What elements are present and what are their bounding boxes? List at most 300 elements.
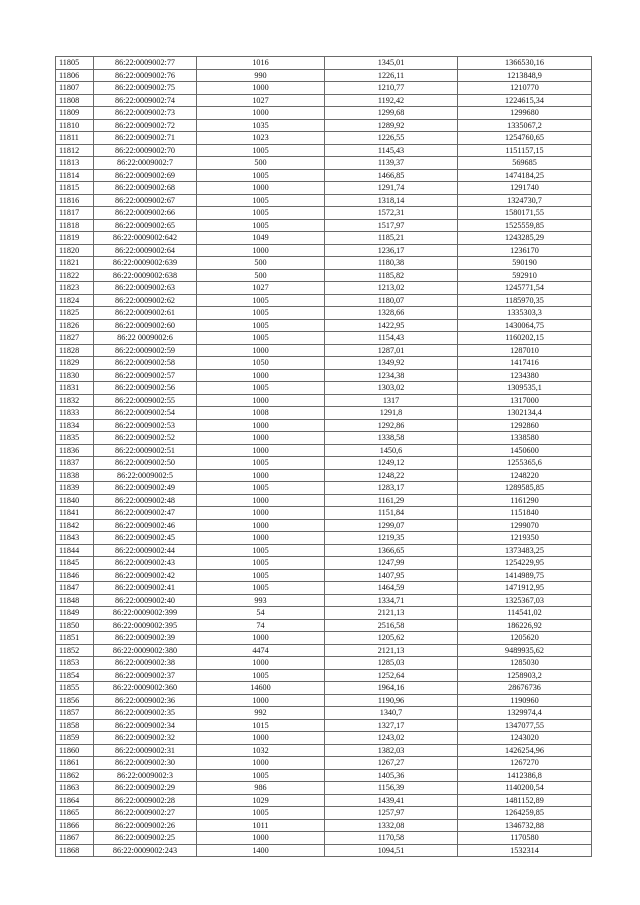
area-cell: 993: [197, 594, 325, 607]
row-number-cell: 11816: [56, 194, 94, 207]
area-cell: 1011: [197, 819, 325, 832]
price-per-unit-cell: 1285,03: [325, 657, 458, 670]
area-cell: 1027: [197, 282, 325, 295]
price-per-unit-cell: 1094,51: [325, 844, 458, 857]
cadastral-number-cell: 86:22:0009002:76: [94, 69, 197, 82]
cadastral-number-cell: 86:22:0009002:26: [94, 819, 197, 832]
row-number-cell: 11851: [56, 632, 94, 645]
table-row: [56, 194, 592, 207]
row-number-cell: 11825: [56, 307, 94, 320]
cadastral-number-cell: 86:22:0009002:34: [94, 719, 197, 732]
area-cell: 74: [197, 619, 325, 632]
area-cell: 1000: [197, 694, 325, 707]
table-row: [56, 582, 592, 595]
row-number-cell: 11834: [56, 419, 94, 432]
table-row: [56, 807, 592, 820]
area-cell: 986: [197, 782, 325, 795]
row-number-cell: 11826: [56, 319, 94, 332]
table-row: [56, 294, 592, 307]
table-row: [56, 282, 592, 295]
area-cell: 1000: [197, 182, 325, 195]
total-value-cell: 1471912,95: [458, 582, 592, 595]
cadastral-number-cell: 86:22:0009002:55: [94, 394, 197, 407]
row-number-cell: 11847: [56, 582, 94, 595]
price-per-unit-cell: 1154,43: [325, 332, 458, 345]
total-value-cell: 1254760,65: [458, 132, 592, 145]
row-number-cell: 11812: [56, 144, 94, 157]
row-number-cell: 11863: [56, 782, 94, 795]
total-value-cell: 1417416: [458, 357, 592, 370]
total-value-cell: 1245771,54: [458, 282, 592, 295]
table-row: [56, 219, 592, 232]
total-value-cell: 1481152,89: [458, 794, 592, 807]
row-number-cell: 11831: [56, 382, 94, 395]
row-number-cell: 11813: [56, 157, 94, 170]
total-value-cell: 1170580: [458, 832, 592, 845]
price-per-unit-cell: 1318,14: [325, 194, 458, 207]
table-row: [56, 482, 592, 495]
price-per-unit-cell: 1213,02: [325, 282, 458, 295]
area-cell: 1005: [197, 769, 325, 782]
table-row: [56, 344, 592, 357]
price-per-unit-cell: 1192,42: [325, 94, 458, 107]
row-number-cell: 11846: [56, 569, 94, 582]
price-per-unit-cell: 1185,82: [325, 269, 458, 282]
cadastral-number-cell: 86:22:0009002:51: [94, 444, 197, 457]
total-value-cell: 1299070: [458, 519, 592, 532]
area-cell: 1005: [197, 382, 325, 395]
table-row: [56, 419, 592, 432]
table-row: [56, 794, 592, 807]
row-number-cell: 11829: [56, 357, 94, 370]
total-value-cell: 1366530,16: [458, 57, 592, 70]
table-row: [56, 444, 592, 457]
total-value-cell: 1335303,3: [458, 307, 592, 320]
cadastral-number-cell: 86:22:0009002:45: [94, 532, 197, 545]
total-value-cell: 1299680: [458, 107, 592, 120]
price-per-unit-cell: 2121,13: [325, 644, 458, 657]
row-number-cell: 11807: [56, 82, 94, 95]
cadastral-number-cell: 86:22:0009002:243: [94, 844, 197, 857]
area-cell: 1023: [197, 132, 325, 145]
row-number-cell: 11818: [56, 219, 94, 232]
row-number-cell: 11835: [56, 432, 94, 445]
row-number-cell: 11811: [56, 132, 94, 145]
row-number-cell: 11850: [56, 619, 94, 632]
total-value-cell: 28676736: [458, 682, 592, 695]
total-value-cell: 1317000: [458, 394, 592, 407]
total-value-cell: 1525559,85: [458, 219, 592, 232]
total-value-cell: 1285030: [458, 657, 592, 670]
cadastral-number-cell: 86:22:0009002:42: [94, 569, 197, 582]
row-number-cell: 11855: [56, 682, 94, 695]
total-value-cell: 114541,02: [458, 607, 592, 620]
total-value-cell: 1236170: [458, 244, 592, 257]
area-cell: 1005: [197, 557, 325, 570]
total-value-cell: 1243020: [458, 732, 592, 745]
area-cell: 14600: [197, 682, 325, 695]
row-number-cell: 11809: [56, 107, 94, 120]
cadastral-value-table: [55, 56, 592, 857]
total-value-cell: 1258903,2: [458, 669, 592, 682]
row-number-cell: 11867: [56, 832, 94, 845]
table-row: [56, 769, 592, 782]
area-cell: 1005: [197, 207, 325, 220]
area-cell: 1000: [197, 532, 325, 545]
total-value-cell: 1412386,8: [458, 769, 592, 782]
table-row: [56, 244, 592, 257]
cadastral-number-cell: 86:22:0009002:642: [94, 232, 197, 245]
total-value-cell: 1140200,54: [458, 782, 592, 795]
area-cell: 1000: [197, 469, 325, 482]
cadastral-number-cell: 86:22:0009002:74: [94, 94, 197, 107]
row-number-cell: 11820: [56, 244, 94, 257]
row-number-cell: 11824: [56, 294, 94, 307]
cadastral-number-cell: 86:22:0009002:54: [94, 407, 197, 420]
row-number-cell: 11810: [56, 119, 94, 132]
table-row: [56, 844, 592, 857]
table-row: [56, 119, 592, 132]
cadastral-number-cell: 86:22:0009002:36: [94, 694, 197, 707]
row-number-cell: 11814: [56, 169, 94, 182]
table-row: [56, 682, 592, 695]
cadastral-number-cell: 86:22:0009002:27: [94, 807, 197, 820]
total-value-cell: 1287010: [458, 344, 592, 357]
price-per-unit-cell: 1439,41: [325, 794, 458, 807]
price-per-unit-cell: 1366,65: [325, 544, 458, 557]
total-value-cell: 569685: [458, 157, 592, 170]
table-row: [56, 732, 592, 745]
total-value-cell: 186226,92: [458, 619, 592, 632]
price-per-unit-cell: 1334,71: [325, 594, 458, 607]
price-per-unit-cell: 2121,13: [325, 607, 458, 620]
area-cell: 1000: [197, 444, 325, 457]
price-per-unit-cell: 1252,64: [325, 669, 458, 682]
area-cell: 1000: [197, 369, 325, 382]
total-value-cell: 1580171,55: [458, 207, 592, 220]
cadastral-number-cell: 86:22:0009002:35: [94, 707, 197, 720]
table-row: [56, 319, 592, 332]
cadastral-number-cell: 86:22:0009002:29: [94, 782, 197, 795]
price-per-unit-cell: 1243,02: [325, 732, 458, 745]
price-per-unit-cell: 1422,95: [325, 319, 458, 332]
price-per-unit-cell: 1156,39: [325, 782, 458, 795]
area-cell: 1015: [197, 719, 325, 732]
price-per-unit-cell: 1299,68: [325, 107, 458, 120]
row-number-cell: 11837: [56, 457, 94, 470]
row-number-cell: 11838: [56, 469, 94, 482]
area-cell: 1000: [197, 244, 325, 257]
table-body: [56, 57, 592, 857]
cadastral-number-cell: 86:22:0009002:60: [94, 319, 197, 332]
total-value-cell: 1243285,29: [458, 232, 592, 245]
area-cell: 1000: [197, 419, 325, 432]
area-cell: 1000: [197, 82, 325, 95]
price-per-unit-cell: 1450,6: [325, 444, 458, 457]
price-per-unit-cell: 1190,96: [325, 694, 458, 707]
cadastral-number-cell: 86:22:0009002:69: [94, 169, 197, 182]
cadastral-number-cell: 86:22:0009002:31: [94, 744, 197, 757]
total-value-cell: 1151157,15: [458, 144, 592, 157]
total-value-cell: 592910: [458, 269, 592, 282]
cadastral-number-cell: 86:22:0009002:72: [94, 119, 197, 132]
cadastral-number-cell: 86:22:0009002:58: [94, 357, 197, 370]
table-row: [56, 182, 592, 195]
table-row: [56, 232, 592, 245]
cadastral-number-cell: 86:22:0009002:25: [94, 832, 197, 845]
row-number-cell: 11849: [56, 607, 94, 620]
table-row: [56, 257, 592, 270]
row-number-cell: 11857: [56, 707, 94, 720]
cadastral-number-cell: 86:22:0009002:360: [94, 682, 197, 695]
table-row: [56, 94, 592, 107]
table-row: [56, 507, 592, 520]
table-row: [56, 407, 592, 420]
table-row: [56, 132, 592, 145]
area-cell: 1008: [197, 407, 325, 420]
cadastral-number-cell: 86:22:0009002:65: [94, 219, 197, 232]
price-per-unit-cell: 2516,58: [325, 619, 458, 632]
area-cell: 1005: [197, 332, 325, 345]
total-value-cell: 1373483,25: [458, 544, 592, 557]
row-number-cell: 11861: [56, 757, 94, 770]
table-row: [56, 557, 592, 570]
cadastral-number-cell: 86:22:0009002:46: [94, 519, 197, 532]
price-per-unit-cell: 1283,17: [325, 482, 458, 495]
price-per-unit-cell: 1287,01: [325, 344, 458, 357]
cadastral-number-cell: 86:22:0009002:67: [94, 194, 197, 207]
total-value-cell: 1185970,35: [458, 294, 592, 307]
table-row: [56, 669, 592, 682]
cadastral-number-cell: 86:22:0009002:38: [94, 657, 197, 670]
total-value-cell: 1450600: [458, 444, 592, 457]
row-number-cell: 11859: [56, 732, 94, 745]
price-per-unit-cell: 1248,22: [325, 469, 458, 482]
price-per-unit-cell: 1291,8: [325, 407, 458, 420]
price-per-unit-cell: 1236,17: [325, 244, 458, 257]
row-number-cell: 11841: [56, 507, 94, 520]
table-row: [56, 719, 592, 732]
row-number-cell: 11866: [56, 819, 94, 832]
price-per-unit-cell: 1180,07: [325, 294, 458, 307]
total-value-cell: 1234380: [458, 369, 592, 382]
total-value-cell: 1292860: [458, 419, 592, 432]
area-cell: 1005: [197, 807, 325, 820]
area-cell: 1005: [197, 169, 325, 182]
area-cell: 1000: [197, 757, 325, 770]
table-row: [56, 694, 592, 707]
price-per-unit-cell: 1327,17: [325, 719, 458, 732]
area-cell: 1005: [197, 457, 325, 470]
cadastral-number-cell: 86:22:0009002:3: [94, 769, 197, 782]
cadastral-number-cell: 86:22:0009002:61: [94, 307, 197, 320]
area-cell: 500: [197, 269, 325, 282]
price-per-unit-cell: 1289,92: [325, 119, 458, 132]
price-per-unit-cell: 1180,38: [325, 257, 458, 270]
row-number-cell: 11806: [56, 69, 94, 82]
cadastral-number-cell: 86:22:0009002:30: [94, 757, 197, 770]
price-per-unit-cell: 1247,99: [325, 557, 458, 570]
area-cell: 1000: [197, 494, 325, 507]
cadastral-number-cell: 86:22:0009002:43: [94, 557, 197, 570]
area-cell: 1000: [197, 832, 325, 845]
area-cell: 1000: [197, 432, 325, 445]
row-number-cell: 11862: [56, 769, 94, 782]
area-cell: 1000: [197, 344, 325, 357]
total-value-cell: 1224615,34: [458, 94, 592, 107]
table-row: [56, 82, 592, 95]
area-cell: 1049: [197, 232, 325, 245]
table-row: [56, 269, 592, 282]
row-number-cell: 11856: [56, 694, 94, 707]
area-cell: 1000: [197, 732, 325, 745]
price-per-unit-cell: 1267,27: [325, 757, 458, 770]
table-row: [56, 594, 592, 607]
row-number-cell: 11868: [56, 844, 94, 857]
cadastral-number-cell: 86:22:0009002:380: [94, 644, 197, 657]
area-cell: 1005: [197, 669, 325, 682]
row-number-cell: 11844: [56, 544, 94, 557]
price-per-unit-cell: 1303,02: [325, 382, 458, 395]
area-cell: 500: [197, 257, 325, 270]
area-cell: 1005: [197, 544, 325, 557]
row-number-cell: 11853: [56, 657, 94, 670]
total-value-cell: 1267270: [458, 757, 592, 770]
table-row: [56, 782, 592, 795]
table-row: [56, 494, 592, 507]
row-number-cell: 11858: [56, 719, 94, 732]
cadastral-number-cell: 86:22:0009002:75: [94, 82, 197, 95]
table-row: [56, 169, 592, 182]
cadastral-number-cell: 86:22:0009002:5: [94, 469, 197, 482]
total-value-cell: 1430064,75: [458, 319, 592, 332]
area-cell: 992: [197, 707, 325, 720]
price-per-unit-cell: 1139,37: [325, 157, 458, 170]
area-cell: 1005: [197, 294, 325, 307]
price-per-unit-cell: 1210,77: [325, 82, 458, 95]
row-number-cell: 11852: [56, 644, 94, 657]
cadastral-number-cell: 86:22:0009002:59: [94, 344, 197, 357]
total-value-cell: 1474184,25: [458, 169, 592, 182]
price-per-unit-cell: 1349,92: [325, 357, 458, 370]
price-per-unit-cell: 1257,97: [325, 807, 458, 820]
cadastral-number-cell: 86:22:0009002:71: [94, 132, 197, 145]
price-per-unit-cell: 1466,85: [325, 169, 458, 182]
area-cell: 990: [197, 69, 325, 82]
area-cell: 1400: [197, 844, 325, 857]
price-per-unit-cell: 1185,21: [325, 232, 458, 245]
total-value-cell: 1335067,2: [458, 119, 592, 132]
table-row: [56, 469, 592, 482]
price-per-unit-cell: 1382,03: [325, 744, 458, 757]
cadastral-number-cell: 86:22:0009002:50: [94, 457, 197, 470]
price-per-unit-cell: 1219,35: [325, 532, 458, 545]
area-cell: 500: [197, 157, 325, 170]
row-number-cell: 11854: [56, 669, 94, 682]
area-cell: 1000: [197, 107, 325, 120]
area-cell: 1005: [197, 194, 325, 207]
total-value-cell: 1255365,6: [458, 457, 592, 470]
table-row: [56, 332, 592, 345]
total-value-cell: 1347077,55: [458, 719, 592, 732]
area-cell: 1005: [197, 482, 325, 495]
area-cell: 1027: [197, 94, 325, 107]
cadastral-number-cell: 86:22:0009002:77: [94, 57, 197, 70]
price-per-unit-cell: 1170,58: [325, 832, 458, 845]
total-value-cell: 1160202,15: [458, 332, 592, 345]
total-value-cell: 9489935,62: [458, 644, 592, 657]
total-value-cell: 1213848,9: [458, 69, 592, 82]
table-row: [56, 519, 592, 532]
row-number-cell: 11865: [56, 807, 94, 820]
total-value-cell: 1346732,88: [458, 819, 592, 832]
row-number-cell: 11833: [56, 407, 94, 420]
row-number-cell: 11827: [56, 332, 94, 345]
table-row: [56, 707, 592, 720]
price-per-unit-cell: 1161,29: [325, 494, 458, 507]
row-number-cell: 11830: [56, 369, 94, 382]
cadastral-number-cell: 86:22:0009002:49: [94, 482, 197, 495]
price-per-unit-cell: 1291,74: [325, 182, 458, 195]
table-row: [56, 619, 592, 632]
price-per-unit-cell: 1964,16: [325, 682, 458, 695]
row-number-cell: 11819: [56, 232, 94, 245]
table-row: [56, 532, 592, 545]
table-row: [56, 157, 592, 170]
cadastral-number-cell: 86:22:0009002:32: [94, 732, 197, 745]
cadastral-number-cell: 86:22:0009002:44: [94, 544, 197, 557]
total-value-cell: 1205620: [458, 632, 592, 645]
area-cell: 1032: [197, 744, 325, 757]
area-cell: 1035: [197, 119, 325, 132]
row-number-cell: 11842: [56, 519, 94, 532]
total-value-cell: 1329974,4: [458, 707, 592, 720]
area-cell: 1029: [197, 794, 325, 807]
row-number-cell: 11805: [56, 57, 94, 70]
price-per-unit-cell: 1405,36: [325, 769, 458, 782]
row-number-cell: 11848: [56, 594, 94, 607]
table-row: [56, 369, 592, 382]
row-number-cell: 11828: [56, 344, 94, 357]
area-cell: 1005: [197, 569, 325, 582]
cadastral-number-cell: 86:22:0009002:638: [94, 269, 197, 282]
price-per-unit-cell: 1328,66: [325, 307, 458, 320]
total-value-cell: 1210770: [458, 82, 592, 95]
table-row: [56, 144, 592, 157]
cadastral-number-cell: 86:22:0009002:48: [94, 494, 197, 507]
price-per-unit-cell: 1407,95: [325, 569, 458, 582]
price-per-unit-cell: 1234,38: [325, 369, 458, 382]
cadastral-number-cell: 86:22:0009002:63: [94, 282, 197, 295]
table-row: [56, 632, 592, 645]
price-per-unit-cell: 1299,07: [325, 519, 458, 532]
row-number-cell: 11815: [56, 182, 94, 195]
area-cell: 1000: [197, 632, 325, 645]
cadastral-number-cell: 86:22:0009002:39: [94, 632, 197, 645]
cadastral-number-cell: 86:22:0009002:66: [94, 207, 197, 220]
cadastral-number-cell: 86:22:0009002:62: [94, 294, 197, 307]
table-row: [56, 744, 592, 757]
table-row: [56, 57, 592, 70]
area-cell: 1005: [197, 144, 325, 157]
price-per-unit-cell: 1317: [325, 394, 458, 407]
cadastral-number-cell: 86:22:0009002:53: [94, 419, 197, 432]
row-number-cell: 11821: [56, 257, 94, 270]
table-row: [56, 607, 592, 620]
row-number-cell: 11817: [56, 207, 94, 220]
price-per-unit-cell: 1340,7: [325, 707, 458, 720]
area-cell: 1005: [197, 219, 325, 232]
